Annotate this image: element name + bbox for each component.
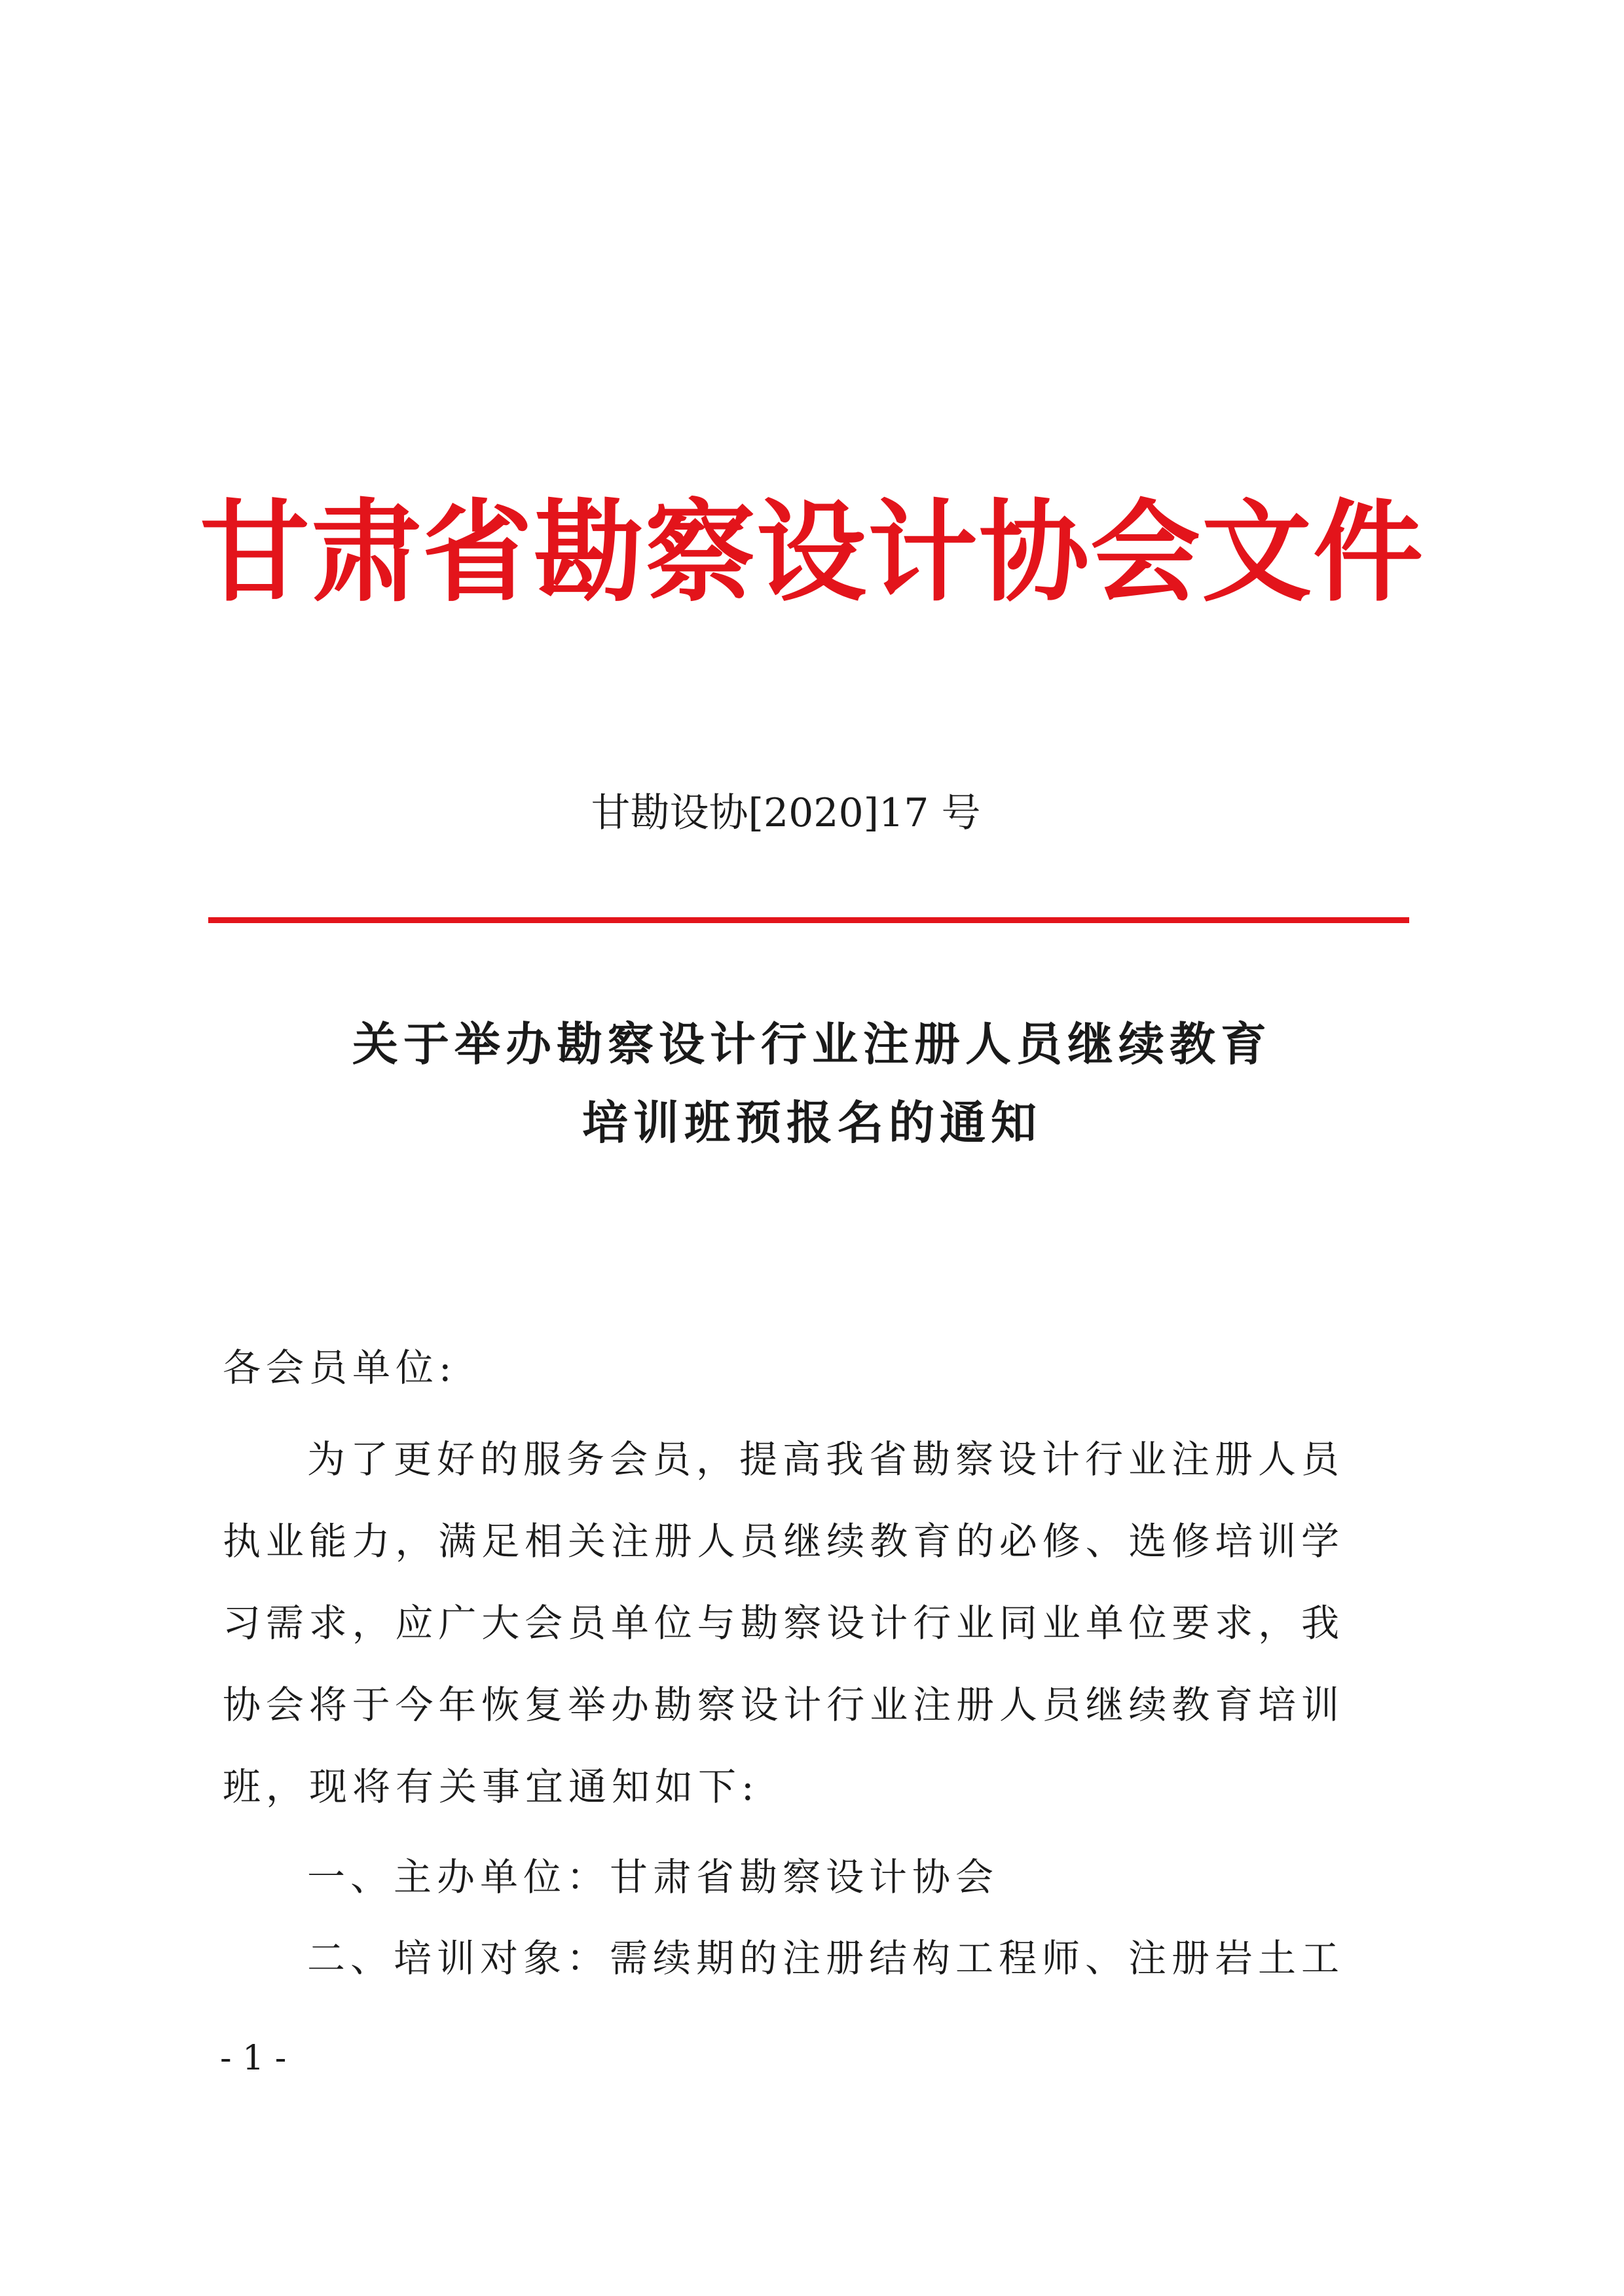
body-line-2: 执业能力，满足相关注册人员继续教育的必修、选修培训学 bbox=[223, 1519, 1339, 1563]
body-line-4: 协会将于今年恢复举办勘察设计行业注册人员继续教育培训 bbox=[223, 1683, 1339, 1727]
salutation: 各会员单位: bbox=[223, 1345, 457, 1390]
item-organizer: 一、主办单位：甘肃省勘察设计协会 bbox=[307, 1855, 999, 1899]
item-training-target: 二、培训对象：需续期的注册结构工程师、注册岩土工 bbox=[307, 1936, 1339, 1980]
body-line-1: 为了更好的服务会员，提高我省勘察设计行业注册人员 bbox=[307, 1437, 1339, 1482]
body-line-5: 班，现将有关事宜通知如下: bbox=[223, 1764, 760, 1809]
page-number: - 1 - bbox=[220, 2039, 287, 2078]
document-number: 甘勘设协[2020]17 号 bbox=[591, 790, 981, 836]
body-line-3: 习需求，应广大会员单位与勘察设计行业同业单位要求，我 bbox=[223, 1601, 1339, 1645]
masthead-title: 甘肃省勘察设计协会文件 bbox=[200, 488, 1424, 617]
notice-title-line-1: 关于举办勘察设计行业注册人员继续教育 bbox=[352, 1017, 1272, 1071]
notice-title-line-2: 培训班预报名的通知 bbox=[582, 1096, 1042, 1150]
red-divider-line bbox=[208, 917, 1409, 923]
